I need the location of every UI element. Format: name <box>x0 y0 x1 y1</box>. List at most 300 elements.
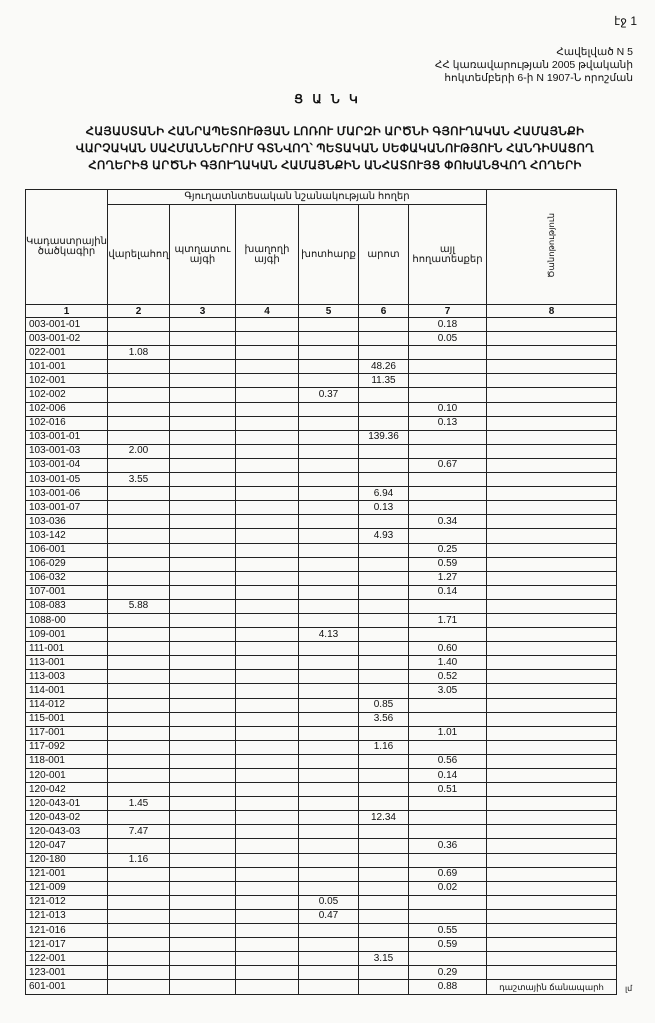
cell-other-land: 0.13 <box>408 416 486 430</box>
cell-orchard <box>169 458 235 472</box>
cell-code: 120-043-03 <box>26 825 108 839</box>
cell-orchard <box>169 797 235 811</box>
cell-vineyard <box>235 867 298 881</box>
cell-arable <box>107 726 169 740</box>
cell-notes <box>486 430 616 444</box>
cell-code: 115-001 <box>26 712 108 726</box>
cell-arable <box>107 656 169 670</box>
cell-orchard <box>169 670 235 684</box>
cell-hayfield <box>298 416 358 430</box>
cell-arable: 7.47 <box>107 825 169 839</box>
cell-orchard <box>169 938 235 952</box>
cell-code: 103-001-05 <box>26 473 108 487</box>
cell-other-land: 0.60 <box>408 642 486 656</box>
annex-block <box>333 46 633 85</box>
cell-arable: 1.45 <box>107 797 169 811</box>
cell-other-land <box>408 388 486 402</box>
cell-arable: 2.00 <box>107 444 169 458</box>
table-row <box>26 966 617 980</box>
cell-pasture <box>358 895 408 909</box>
cell-pasture <box>358 515 408 529</box>
cell-code: 106-032 <box>26 571 108 585</box>
cell-code: 120-047 <box>26 839 108 853</box>
cell-other-land <box>408 360 486 374</box>
cell-code: 121-017 <box>26 938 108 952</box>
cell-pasture <box>358 839 408 853</box>
cell-pasture <box>358 684 408 698</box>
cell-hayfield <box>298 698 358 712</box>
cell-pasture: 11.35 <box>358 374 408 388</box>
cell-orchard <box>169 388 235 402</box>
cell-hayfield <box>298 712 358 726</box>
header-notes: Ծանոթություն <box>546 213 557 278</box>
cell-arable <box>107 388 169 402</box>
cell-code: 117-001 <box>26 726 108 740</box>
cell-arable <box>107 360 169 374</box>
cell-code: 103-001-04 <box>26 458 108 472</box>
cell-orchard <box>169 642 235 656</box>
cell-orchard <box>169 867 235 881</box>
cell-arable <box>107 712 169 726</box>
subtitle-line-3: ՀՈՂԵՐԻՑ ԱՐԾՆԻ ԳՅՈՒՂԱԿԱՆ ՀԱՄԱՅՆՔԻՆ ԱՆՀԱՏՈՒՅՑ ՓՈԽԱՆՑՎՈՂ ՀՈՂԵՐԻ <box>88 160 582 172</box>
cell-vineyard <box>235 388 298 402</box>
cell-hayfield <box>298 853 358 867</box>
cell-arable <box>107 754 169 768</box>
cell-vineyard <box>235 458 298 472</box>
cell-pasture: 139.36 <box>358 430 408 444</box>
cell-notes <box>486 402 616 416</box>
cell-orchard <box>169 318 235 332</box>
cell-notes <box>486 557 616 571</box>
subtitle-line-1: ՀԱՅԱՍՏԱՆԻ ՀԱՆՐԱՊԵՏՈՒԹՅԱՆ ԼՈՌՈՒ ՄԱՐԶԻ ԱՐԾՆԻ ԳՅՈՒՂԱԿԱՆ ՀԱՄԱՅՆՔԻ <box>85 126 585 138</box>
table-row <box>26 487 617 501</box>
cell-orchard <box>169 332 235 346</box>
cell-pasture <box>358 966 408 980</box>
cell-other-land <box>408 825 486 839</box>
table-row <box>26 811 617 825</box>
document-subtitle <box>40 124 630 175</box>
table-row <box>26 458 617 472</box>
cell-hayfield <box>298 402 358 416</box>
cell-vineyard <box>235 444 298 458</box>
cell-pasture <box>358 797 408 811</box>
cell-notes <box>486 881 616 895</box>
cell-notes <box>486 388 616 402</box>
cell-hayfield <box>298 684 358 698</box>
cell-pasture <box>358 388 408 402</box>
cell-hayfield <box>298 825 358 839</box>
cell-code: 102-006 <box>26 402 108 416</box>
cell-orchard <box>169 628 235 642</box>
cell-notes <box>486 670 616 684</box>
cell-vineyard <box>235 501 298 515</box>
cell-arable <box>107 571 169 585</box>
cell-notes <box>486 966 616 980</box>
cell-pasture: 12.34 <box>358 811 408 825</box>
cell-hayfield <box>298 839 358 853</box>
cell-vineyard <box>235 783 298 797</box>
cell-orchard <box>169 557 235 571</box>
cell-notes <box>486 613 616 627</box>
cell-pasture: 0.13 <box>358 501 408 515</box>
cell-hayfield <box>298 867 358 881</box>
cell-other-land: 0.29 <box>408 966 486 980</box>
cell-orchard <box>169 811 235 825</box>
cell-notes <box>486 909 616 923</box>
cell-vineyard <box>235 346 298 360</box>
cell-pasture: 1.16 <box>358 740 408 754</box>
cell-code: 114-012 <box>26 698 108 712</box>
table-row <box>26 754 617 768</box>
cell-vineyard <box>235 529 298 543</box>
cell-other-land: 0.59 <box>408 938 486 952</box>
cell-vineyard <box>235 613 298 627</box>
table-row <box>26 670 617 684</box>
cell-code: 120-042 <box>26 783 108 797</box>
cell-orchard <box>169 881 235 895</box>
table-row <box>26 867 617 881</box>
cell-hayfield <box>298 571 358 585</box>
cell-pasture <box>358 416 408 430</box>
cell-pasture <box>358 754 408 768</box>
cell-other-land <box>408 952 486 966</box>
cell-arable <box>107 628 169 642</box>
table-row <box>26 642 617 656</box>
cell-notes <box>486 867 616 881</box>
cell-code: 003-001-01 <box>26 318 108 332</box>
cell-arable <box>107 909 169 923</box>
cell-orchard <box>169 825 235 839</box>
cell-arable: 5.88 <box>107 599 169 613</box>
cell-other-land: 0.36 <box>408 839 486 853</box>
column-number: 7 <box>408 305 486 318</box>
cell-orchard <box>169 374 235 388</box>
cell-notes <box>486 656 616 670</box>
cell-orchard <box>169 726 235 740</box>
cell-pasture <box>358 543 408 557</box>
cell-arable <box>107 332 169 346</box>
cell-hayfield <box>298 769 358 783</box>
header-notes-cell <box>486 190 616 305</box>
table-row <box>26 346 617 360</box>
side-mark: լմ <box>625 984 633 993</box>
cell-vineyard <box>235 895 298 909</box>
cell-other-land <box>408 374 486 388</box>
cell-code: 120-043-01 <box>26 797 108 811</box>
cell-hayfield <box>298 726 358 740</box>
table-row <box>26 388 617 402</box>
cell-hayfield <box>298 473 358 487</box>
cell-vineyard <box>235 585 298 599</box>
cell-pasture <box>358 825 408 839</box>
cell-orchard <box>169 360 235 374</box>
cell-hayfield <box>298 557 358 571</box>
cell-orchard <box>169 853 235 867</box>
column-number: 4 <box>235 305 298 318</box>
cell-code: 113-001 <box>26 656 108 670</box>
cell-code: 122-001 <box>26 952 108 966</box>
cell-hayfield <box>298 613 358 627</box>
cell-orchard <box>169 529 235 543</box>
cell-notes <box>486 628 616 642</box>
cell-orchard <box>169 473 235 487</box>
cell-code: 108-083 <box>26 599 108 613</box>
cell-orchard <box>169 980 235 994</box>
table-row <box>26 543 617 557</box>
cell-pasture: 4.93 <box>358 529 408 543</box>
table-row <box>26 318 617 332</box>
cell-vineyard <box>235 698 298 712</box>
cell-pasture <box>358 924 408 938</box>
cell-vineyard <box>235 938 298 952</box>
cell-notes <box>486 769 616 783</box>
cell-hayfield: 0.37 <box>298 388 358 402</box>
cell-vineyard <box>235 487 298 501</box>
cell-hayfield <box>298 740 358 754</box>
cell-hayfield <box>298 599 358 613</box>
cell-code: 106-001 <box>26 543 108 557</box>
cell-hayfield: 0.05 <box>298 895 358 909</box>
cell-other-land: 1.01 <box>408 726 486 740</box>
cell-arable <box>107 430 169 444</box>
cell-vineyard <box>235 656 298 670</box>
cell-hayfield: 0.47 <box>298 909 358 923</box>
cell-pasture <box>358 881 408 895</box>
column-number: 2 <box>107 305 169 318</box>
cell-hayfield <box>298 952 358 966</box>
cell-orchard <box>169 416 235 430</box>
table-row <box>26 684 617 698</box>
cell-notes <box>486 754 616 768</box>
cell-vineyard <box>235 416 298 430</box>
cell-arable <box>107 895 169 909</box>
cell-orchard <box>169 783 235 797</box>
cell-other-land: 0.88 <box>408 980 486 994</box>
table-row <box>26 797 617 811</box>
cell-orchard <box>169 769 235 783</box>
cell-notes <box>486 543 616 557</box>
cell-arable <box>107 740 169 754</box>
cell-notes <box>486 346 616 360</box>
cell-pasture: 48.26 <box>358 360 408 374</box>
table-row <box>26 515 617 529</box>
cell-code: 123-001 <box>26 966 108 980</box>
cell-orchard <box>169 444 235 458</box>
annex-line-3: հոկտեմբերի 6-ի N 1907-Ն որոշման <box>444 72 633 84</box>
cell-vineyard <box>235 571 298 585</box>
cell-vineyard <box>235 670 298 684</box>
cell-other-land <box>408 698 486 712</box>
cell-notes <box>486 416 616 430</box>
cell-other-land: 0.51 <box>408 783 486 797</box>
cell-pasture <box>358 318 408 332</box>
table-row <box>26 980 617 994</box>
cell-orchard <box>169 402 235 416</box>
cell-hayfield <box>298 797 358 811</box>
cell-orchard <box>169 740 235 754</box>
cell-other-land <box>408 346 486 360</box>
table-row <box>26 416 617 430</box>
cell-hayfield <box>298 924 358 938</box>
cell-arable <box>107 783 169 797</box>
cell-other-land: 0.14 <box>408 769 486 783</box>
cell-other-land: 0.69 <box>408 867 486 881</box>
header-arable: վարելահող <box>107 205 169 305</box>
cell-orchard <box>169 430 235 444</box>
cell-arable <box>107 557 169 571</box>
cell-code: 103-001-01 <box>26 430 108 444</box>
cell-orchard <box>169 613 235 627</box>
cell-orchard <box>169 501 235 515</box>
cell-code: 118-001 <box>26 754 108 768</box>
cell-arable: 1.16 <box>107 853 169 867</box>
cell-arable <box>107 416 169 430</box>
cell-notes <box>486 783 616 797</box>
cell-hayfield <box>298 783 358 797</box>
cell-hayfield <box>298 966 358 980</box>
table-row <box>26 571 617 585</box>
annex-line-2: ՀՀ կառավարության 2005 թվականի <box>434 59 633 71</box>
cell-arable <box>107 487 169 501</box>
cell-vineyard <box>235 515 298 529</box>
cell-arable <box>107 318 169 332</box>
cell-notes <box>486 515 616 529</box>
cell-orchard <box>169 839 235 853</box>
cell-notes <box>486 938 616 952</box>
table-body <box>26 318 617 995</box>
cell-arable <box>107 881 169 895</box>
header-other-land: այլ հողատեսքեր <box>408 205 486 305</box>
cell-other-land: 0.25 <box>408 543 486 557</box>
cell-pasture <box>358 656 408 670</box>
table-row <box>26 853 617 867</box>
cell-code: 120-180 <box>26 853 108 867</box>
table-row <box>26 909 617 923</box>
cell-arable <box>107 670 169 684</box>
cell-notes <box>486 599 616 613</box>
column-number: 1 <box>26 305 108 318</box>
cell-orchard <box>169 571 235 585</box>
cell-notes <box>486 740 616 754</box>
cell-other-land: 0.10 <box>408 402 486 416</box>
cell-other-land: 0.67 <box>408 458 486 472</box>
cell-pasture <box>358 670 408 684</box>
cell-notes <box>486 952 616 966</box>
table-row <box>26 783 617 797</box>
cell-code: 121-013 <box>26 909 108 923</box>
cell-pasture: 0.85 <box>358 698 408 712</box>
cell-code: 121-001 <box>26 867 108 881</box>
cell-notes <box>486 726 616 740</box>
cell-notes <box>486 712 616 726</box>
cell-code: 601-001 <box>26 980 108 994</box>
cell-notes <box>486 797 616 811</box>
cell-hayfield <box>298 980 358 994</box>
cell-pasture: 3.56 <box>358 712 408 726</box>
cell-arable <box>107 952 169 966</box>
header-pasture: արոտ <box>358 205 408 305</box>
cell-vineyard <box>235 980 298 994</box>
cell-hayfield <box>298 543 358 557</box>
cell-vineyard <box>235 684 298 698</box>
cell-arable <box>107 839 169 853</box>
cell-other-land <box>408 529 486 543</box>
cell-hayfield <box>298 501 358 515</box>
cell-pasture <box>358 726 408 740</box>
column-number-row <box>26 305 617 318</box>
cell-vineyard <box>235 374 298 388</box>
cell-code: 113-003 <box>26 670 108 684</box>
annex-line-1: Հավելված N 5 <box>556 46 633 58</box>
table-row <box>26 613 617 627</box>
cell-arable: 3.55 <box>107 473 169 487</box>
cell-pasture <box>358 599 408 613</box>
cell-pasture <box>358 346 408 360</box>
cell-code: 120-043-02 <box>26 811 108 825</box>
table-row <box>26 430 617 444</box>
cell-orchard <box>169 698 235 712</box>
cell-code: 1088-00 <box>26 613 108 627</box>
cell-hayfield: 4.13 <box>298 628 358 642</box>
cell-arable <box>107 684 169 698</box>
table-row <box>26 628 617 642</box>
cell-orchard <box>169 684 235 698</box>
cell-other-land <box>408 811 486 825</box>
cell-vineyard <box>235 740 298 754</box>
cell-other-land: 0.55 <box>408 924 486 938</box>
cell-pasture <box>358 557 408 571</box>
table-row <box>26 839 617 853</box>
cell-code: 101-001 <box>26 360 108 374</box>
cell-pasture <box>358 571 408 585</box>
cell-vineyard <box>235 332 298 346</box>
cell-hayfield <box>298 430 358 444</box>
cell-other-land <box>408 628 486 642</box>
cell-other-land <box>408 473 486 487</box>
cell-orchard <box>169 952 235 966</box>
cell-code: 103-001-06 <box>26 487 108 501</box>
cell-other-land: 1.27 <box>408 571 486 585</box>
cell-code: 121-016 <box>26 924 108 938</box>
page-number: էջ 1 <box>614 14 637 28</box>
cell-vineyard <box>235 543 298 557</box>
column-number: 5 <box>298 305 358 318</box>
cell-code: 022-001 <box>26 346 108 360</box>
cell-code: 114-001 <box>26 684 108 698</box>
cell-pasture <box>358 473 408 487</box>
cell-orchard <box>169 543 235 557</box>
cell-orchard <box>169 895 235 909</box>
cell-notes <box>486 811 616 825</box>
cell-code: 103-036 <box>26 515 108 529</box>
cell-code: 121-009 <box>26 881 108 895</box>
cell-notes <box>486 853 616 867</box>
cell-notes <box>486 839 616 853</box>
table-row <box>26 402 617 416</box>
cell-code: 121-012 <box>26 895 108 909</box>
cell-other-land <box>408 712 486 726</box>
cell-code: 103-001-07 <box>26 501 108 515</box>
cell-orchard <box>169 712 235 726</box>
cell-notes <box>486 895 616 909</box>
cell-pasture <box>358 585 408 599</box>
column-number: 3 <box>169 305 235 318</box>
cell-orchard <box>169 966 235 980</box>
cell-hayfield <box>298 360 358 374</box>
cell-vineyard <box>235 825 298 839</box>
header-hayfield: խոտհարք <box>298 205 358 305</box>
cell-code: 117-092 <box>26 740 108 754</box>
